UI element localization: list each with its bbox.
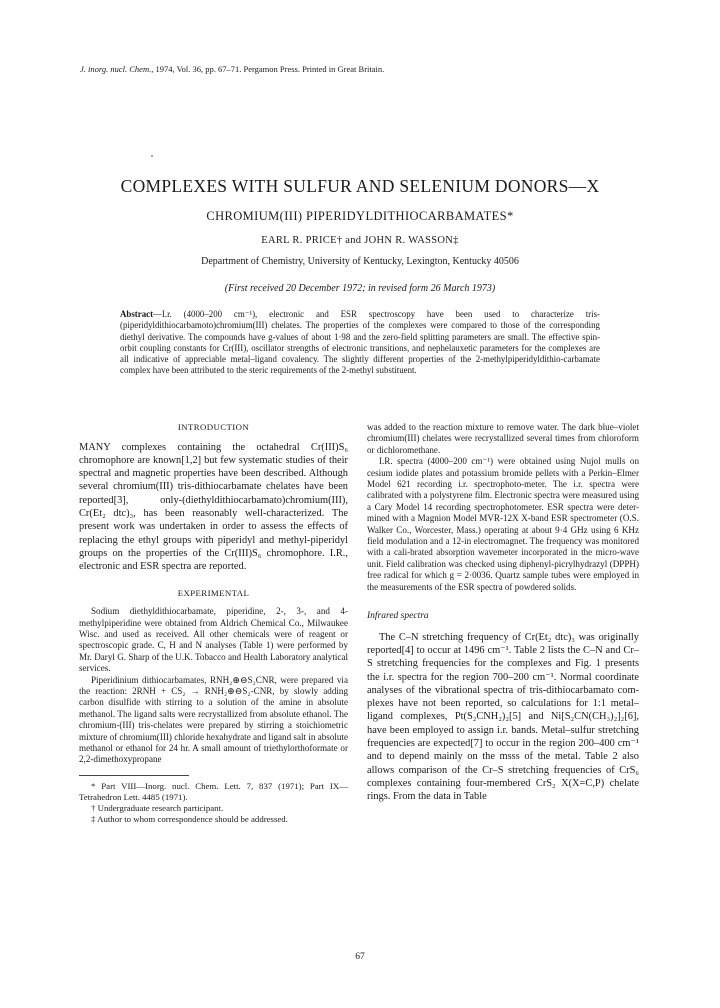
experimental-paragraph-2: Piperidinium dithiocarbamates, RNH₂⊕⊖S₂CNR, were prepared via the reaction: 2RNH + CS₂ → RNH₂⊕⊖S₂-CNR, by slowly adding carbon disulfide with stirring to a solution of the amine in absolute methanol. The ligand salts were recrystallized from absolute ethanol. The chromium-(III) tris-chelates were prepared by stirring a stoichiometric mixture of chromium(III) chloride hexahydrate and ligand salt in absolute methanol or ethanol for 24 hr. A small amount of triethylorthoformate or 2,2-dimethoxypropane	[79, 674, 348, 765]
abstract	[120, 309, 600, 377]
affiliation: Department of Chemistry, University of Kentucky, Lexington, Kentucky 40506	[201, 256, 519, 267]
abstract-text: —I.r. (4000–200 cm⁻¹), electronic and ESR spectroscopy have been used to characterize tris-(piperidyldithiocarbamoto)chromium(III) chelates. The properties of the complexes were compared to those of the corresponding diethyl derivative. The compounds have g-values of about 1·98 and the zero-field splitting parameters are small. The effective spin-orbit coupling constants for Cr(III), oscillator strengths of electronic transitions, and nephelauxetic parameters for the complexes are all indicative of appreciable metal–ligand covalency. The slightly different properties of the 2-methylpiperidyldithio-carbamate complex have been attributed to the steric requirements of the 2-methyl substituent.	[120, 309, 600, 376]
journal-name: J. inorg. nucl. Chem.,	[80, 64, 154, 74]
paper-title: COMPLEXES WITH SULFUR AND SELENIUM DONORS—X	[120, 176, 600, 196]
paper-authors: EARL R. PRICE† and JOHN R. WASSON‡	[261, 235, 459, 246]
abstract-label: Abstract	[120, 309, 154, 319]
footnote-1: * Part VIII—Inorg. nucl. Chem. Lett. 7, 837 (1971); Part IX—Tetrahedron Lett. 4485 (1971).	[79, 780, 348, 803]
paper-subtitle: CHROMIUM(III) PIPERIDYLDITHIOCARBAMATES*	[206, 209, 514, 223]
infrared-text: The C–N stretching frequency of Cr(Et₂ dtc)₃ was originally reported[4] to occur at 1496 cm⁻¹. Table 2 lists the C–N and Cr–S stretching frequencies for the complexes and Fig. 1 presents the i.r. spectra for the region 700–200 cm⁻¹. Normal coordinate analyses of the vibrational spectra of tris-dithiocarbamato com-plexes have not been reported, so calculations for 1:1 metal–ligand complexes, Pt(S₂CNH₂)₂[5] and Ni[S₂CN(CH₃)₂]₂[6], have been employed to assign i.r. bands. Metal–sulfur stretching frequencies are expected[7] to occur in the region 200–400 cm⁻¹ and to depend mainly on the msss of the metal. Table 2 also allows comparison of the Cr–S stretching frequencies of CrS₆ complexes containing four-membered CrS₂ X(X=C,P) chelate rings. From the data in Table	[367, 631, 639, 803]
experimental-heading: EXPERIMENTAL	[177, 587, 250, 598]
left-column	[79, 422, 348, 826]
received-dates: (First received 20 December 1972; in revised form 26 March 1973)	[224, 283, 496, 294]
page-number: 67	[355, 952, 365, 962]
journal-citation	[80, 64, 384, 74]
footnote-2: † Undergraduate research participant.	[91, 803, 224, 814]
experimental-paragraph-3: was added to the reaction mixture to remove water. The dark blue–violet chromium(III) chelates were recrystallized several times from chloroform or dichloromethane.	[367, 422, 639, 455]
journal-details: 1974, Vol. 36, pp. 67–71. Pergamon Press. Printed in Great Britain.	[155, 64, 385, 74]
introduction-heading: INTRODUCTION	[177, 422, 250, 432]
right-column	[367, 422, 639, 804]
infrared-heading: Infrared spectra	[367, 611, 429, 622]
experimental-paragraph-4: I.R. spectra (4000–200 cm⁻¹) were obtained using Nujol mulls on cesium iodide plates and potassium bromide pellets with a Perkin–Elmer Model 621 recording i.r. spectrophoto-meter. The i.r. spectra were calibrated with a polystyrene film. Electronic spectra were measured using a Cary Model 14 recording spectrophotometer. ESR spectra were deter-mined with a Magnion Model MVR-12X X-band ESR spectrometer (O.S. Walker Co., Worcester, Mass.) operating at about 9·4 GHz using 6 KHz field modulation and a 12-in electromagnet. The frequency was monitored with a cali-brated absorption wavemeter incorporated in the micro-wave unit. Field calibration was checked using diphenyl-picrylhydrazyl (DPPH) free radical for which g = 2·0036. Quartz sample tubes were employed in the measurements of the ESR spectra of powdered solids.	[367, 456, 639, 592]
experimental-paragraph-1: Sodium diethyldithiocarbamate, piperidine, 2-, 3-, and 4-methylpiperidine were obtained from Aldrich Chemical Co., Milwaukee Wisc. and used as received. All other chemicals were of reagent or spectroscopic grade. C, H and N analyses (Table 1) were performed by Mr. Daryl G. Sharp of the U.K. Tobacco and Health Laboratory analytical services.	[79, 606, 348, 674]
speck-mark	[151, 155, 153, 157]
introduction-text: MANY complexes containing the octahedral Cr(III)S₆ chromophore are known[1,2] but few systematic studies of their spectral and magnetic properties have been described. Although several chromium(III) tris-dithiocarbamate chelates have been reported[3], only-(diethyldithiocarbamato)chromium(III), Cr(Et₂ dtc)₃, has been reasonably well-characterized. The present work was undertaken in order to assess the effects of replacing the ethyl groups with piperidyl and methyl-piperidyl groups on the properties of the Cr(III)S₆ chromophore. I.R., electronic and ESR spectra are reported.	[79, 441, 348, 573]
footnote-rule	[79, 775, 189, 776]
footnote-3: ‡ Author to whom correspondence should be addressed.	[91, 814, 288, 825]
